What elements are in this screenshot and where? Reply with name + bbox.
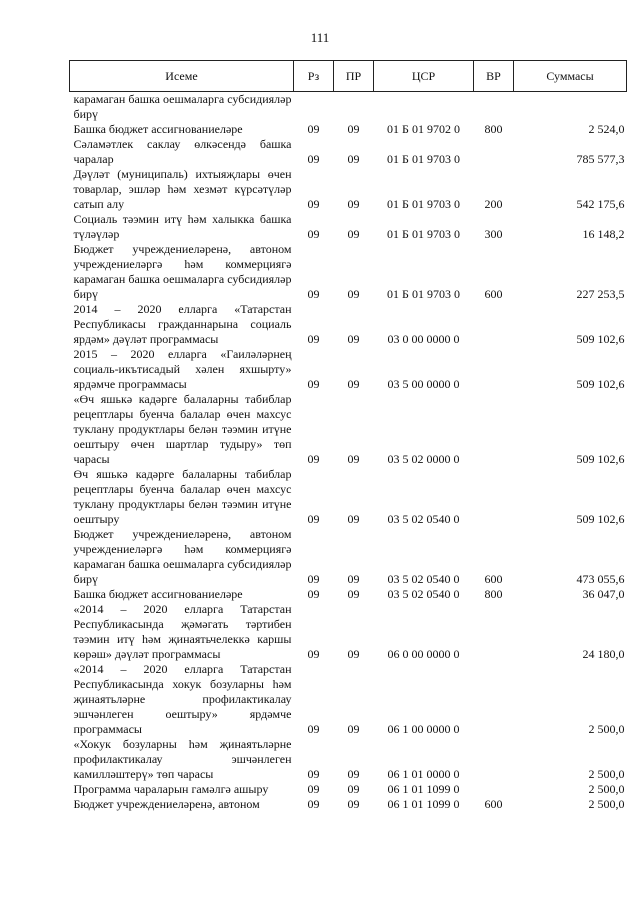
- row-rz: 09: [307, 377, 320, 391]
- row-sum: 2 500,0: [588, 782, 625, 796]
- row-csr: [374, 92, 474, 123]
- row-sum: 2 524,0: [588, 122, 625, 136]
- row-name: 2015 – 2020 елларга «Гаиләләрнең социаль-икътисадый хәлен яхшырту» ярдәмче программасы: [73, 347, 292, 391]
- table-row: [70, 212, 627, 242]
- row-csr: 03 0 00 0000 0: [387, 332, 460, 346]
- row-csr: 06 1 00 0000 0: [387, 722, 460, 736]
- row-pr: 09: [347, 377, 360, 391]
- row-csr: 06 1 01 1099 0: [387, 797, 460, 811]
- row-csr: 03 5 02 0540 0: [387, 572, 460, 586]
- row-sum: 509 102,6: [576, 452, 625, 466]
- row-sum: 24 180,0: [582, 647, 625, 661]
- row-name: Социаль тәэмин итү һәм халыкка башка түләүләр: [73, 212, 292, 241]
- row-sum: 2 500,0: [588, 722, 625, 736]
- row-vr: 200: [484, 197, 503, 211]
- row-name: Программа чараларын гамәлгә ашыру: [73, 782, 269, 796]
- table-body: [70, 92, 627, 813]
- row-vr: 800: [484, 122, 503, 136]
- row-csr: 06 0 00 0000 0: [387, 647, 460, 661]
- row-vr: 600: [484, 797, 503, 811]
- header-sum: Суммасы: [514, 61, 627, 92]
- row-csr: 01 Б 01 9703 0: [387, 152, 460, 166]
- row-name: Өч яшькә кадәрге балаларны табиблар рецептлары буенча балалар өчен махсус туклану продуктлары белән тәэмин итүне оештыру: [73, 467, 292, 526]
- row-pr: 09: [347, 287, 360, 301]
- row-sum: 227 253,5: [576, 287, 625, 301]
- page-number: 111: [310, 30, 330, 45]
- header-pr: ПР: [334, 61, 374, 92]
- row-csr: 03 5 02 0000 0: [387, 452, 460, 466]
- table-row: [70, 662, 627, 737]
- row-sum: 16 148,2: [582, 227, 625, 241]
- row-pr: 09: [347, 647, 360, 661]
- row-rz: 09: [307, 767, 320, 781]
- row-pr: 09: [347, 797, 360, 811]
- row-pr: 09: [347, 782, 360, 796]
- row-csr: 01 Б 01 9703 0: [387, 287, 460, 301]
- row-rz: 09: [307, 572, 320, 586]
- row-rz: 09: [307, 287, 320, 301]
- row-sum: 509 102,6: [576, 512, 625, 526]
- row-vr: [474, 467, 514, 527]
- row-name: Бюджет учреждениеләренә, автоном: [73, 797, 260, 811]
- header-rz: Рз: [294, 61, 334, 92]
- row-name: Башка бюджет ассигнованиеләре: [73, 587, 243, 601]
- row-csr: 06 1 01 1099 0: [387, 782, 460, 796]
- table-row: [70, 167, 627, 212]
- table-row: [70, 782, 627, 797]
- row-name: Бюджет учреждениеләренә, автоном учреждениеләргә һәм коммерциягә карамаган башка оешмаларга субсидияләр бирү: [73, 242, 292, 301]
- row-vr: [474, 392, 514, 467]
- budget-table: [69, 60, 627, 812]
- row-pr: [334, 92, 374, 123]
- row-vr: [474, 602, 514, 662]
- row-pr: 09: [347, 197, 360, 211]
- row-vr: [474, 782, 514, 797]
- row-name: 2014 – 2020 елларга «Татарстан Республикасы гражданнарына социаль ярдәм» дәүләт программасы: [73, 302, 292, 346]
- row-csr: 01 Б 01 9703 0: [387, 227, 460, 241]
- row-rz: 09: [307, 197, 320, 211]
- row-name: Сәламәтлек саклау өлкәсендә башка чаралар: [73, 137, 292, 166]
- row-csr: 03 5 00 0000 0: [387, 377, 460, 391]
- row-sum: 36 047,0: [582, 587, 625, 601]
- row-rz: 09: [307, 722, 320, 736]
- table-row: [70, 797, 627, 812]
- row-sum: 785 577,3: [576, 152, 625, 166]
- row-sum: 509 102,6: [576, 332, 625, 346]
- row-name: Бюджет учреждениеләренә, автоном учреждениеләргә һәм коммерциягә карамаган башка оешмаларга субсидияләр бирү: [73, 527, 292, 586]
- row-name: «2014 – 2020 елларга Татарстан Республикасында җәмәгать тәртибен тәэмин итү һәм җинаятьчелеккә каршы көрәш» дәүләт программасы: [73, 602, 292, 661]
- row-rz: 09: [307, 227, 320, 241]
- table-header: [70, 61, 627, 92]
- table-row: [70, 587, 627, 602]
- row-name: «Өч яшькә кадәрге балаларны табиблар рецептлары буенча балалар өчен махсус туклану продуктлары белән тәэмин итүне оештыру өчен шартлар тудыру» төп чарасы: [73, 392, 292, 466]
- table-row: [70, 392, 627, 467]
- row-rz: 09: [307, 122, 320, 136]
- row-csr: 03 5 02 0540 0: [387, 512, 460, 526]
- row-rz: 09: [307, 647, 320, 661]
- row-pr: 09: [347, 332, 360, 346]
- row-name: «2014 – 2020 елларга Татарстан Республикасында хокук бозуларны һәм җинаятьләрне профилактикалау эшчәнлеген оештыру» ярдәмче программасы: [73, 662, 292, 736]
- row-rz: 09: [307, 782, 320, 796]
- row-pr: 09: [347, 572, 360, 586]
- row-name: «Хокук бозуларны һәм җинаятьләрне профилактикалау эшчәнлеген камилләштерү» төп чарасы: [73, 737, 292, 781]
- table-row: [70, 302, 627, 347]
- row-vr: [474, 662, 514, 737]
- row-pr: 09: [347, 512, 360, 526]
- row-csr: 06 1 01 0000 0: [387, 767, 460, 781]
- row-pr: 09: [347, 767, 360, 781]
- row-name: Башка бюджет ассигнованиеләре: [73, 122, 243, 136]
- row-rz: 09: [307, 152, 320, 166]
- table-row: [70, 92, 627, 123]
- row-pr: 09: [347, 152, 360, 166]
- row-pr: 09: [347, 122, 360, 136]
- row-vr: 600: [484, 572, 503, 586]
- table-row: [70, 137, 627, 167]
- table-row: [70, 737, 627, 782]
- table-row: [70, 242, 627, 302]
- row-vr: [474, 137, 514, 167]
- row-vr: 800: [484, 587, 503, 601]
- row-sum: [514, 92, 627, 123]
- row-vr: [474, 92, 514, 123]
- row-vr: [474, 302, 514, 347]
- table-row: [70, 527, 627, 587]
- row-pr: 09: [347, 452, 360, 466]
- row-vr: 600: [484, 287, 503, 301]
- table-row: [70, 602, 627, 662]
- table-row: [70, 122, 627, 137]
- row-sum: 2 500,0: [588, 797, 625, 811]
- row-rz: [294, 92, 334, 123]
- row-csr: 01 Б 01 9703 0: [387, 197, 460, 211]
- row-sum: 542 175,6: [576, 197, 625, 211]
- row-pr: 09: [347, 587, 360, 601]
- row-sum: 473 055,6: [576, 572, 625, 586]
- row-rz: 09: [307, 332, 320, 346]
- row-rz: 09: [307, 587, 320, 601]
- row-pr: 09: [347, 722, 360, 736]
- header-name: Исеме: [70, 61, 294, 92]
- row-rz: 09: [307, 797, 320, 811]
- table-row: [70, 467, 627, 527]
- row-name: Дәүләт (муниципаль) ихтыяҗлары өчен товарлар, эшләр һәм хезмәт күрсәтүләр сатып алу: [73, 167, 292, 211]
- row-rz: 09: [307, 512, 320, 526]
- row-name: карамаган башка оешмаларга субсидияләр бирү: [73, 92, 292, 121]
- row-csr: 03 5 02 0540 0: [387, 587, 460, 601]
- row-rz: 09: [307, 452, 320, 466]
- header-csr: ЦСР: [374, 61, 474, 92]
- row-sum: 2 500,0: [588, 767, 625, 781]
- row-pr: 09: [347, 227, 360, 241]
- row-vr: [474, 737, 514, 782]
- row-vr: 300: [484, 227, 503, 241]
- row-vr: [474, 347, 514, 392]
- header-vr: ВР: [474, 61, 514, 92]
- table-row: [70, 347, 627, 392]
- row-csr: 01 Б 01 9702 0: [387, 122, 460, 136]
- row-sum: 509 102,6: [576, 377, 625, 391]
